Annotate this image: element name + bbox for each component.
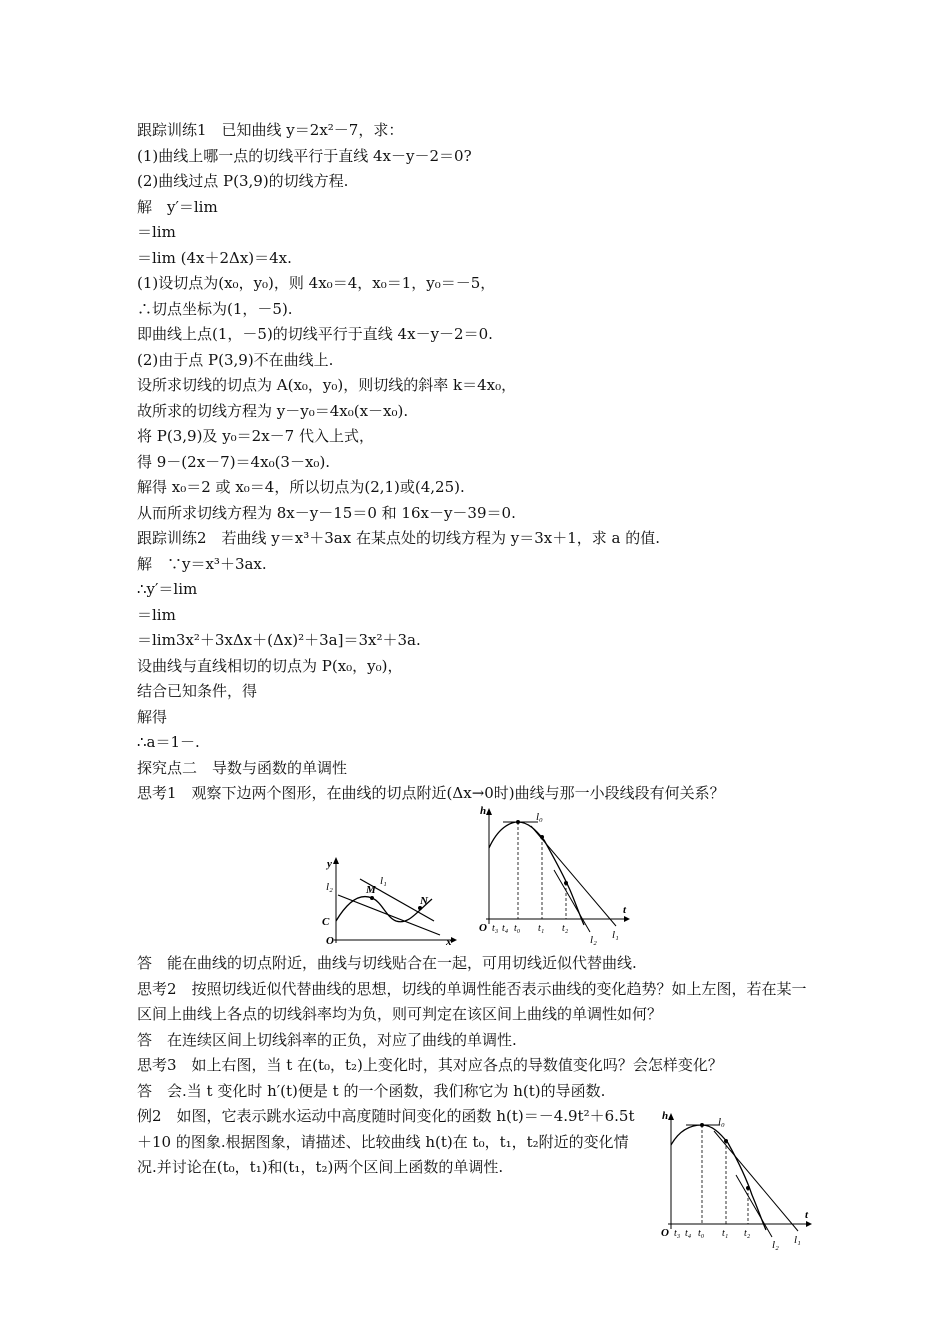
text-line: 跟踪训练1 已知曲线 y＝2x²－7，求：	[137, 121, 404, 139]
point-label-m: M	[366, 884, 376, 896]
text-line: ＝lim3x²＋3xΔx＋(Δx)²＋3a]＝3x²＋3a.	[137, 631, 421, 649]
text-line: 从而所求切线方程为 8x－y－15＝0 和 16x－y－39＝0.	[137, 503, 516, 522]
text-line: ∴a＝1－.	[137, 733, 200, 751]
tick-label-t0: t₀	[698, 1228, 705, 1239]
tick-label-t4: t₄	[502, 923, 509, 934]
text-line: 将 P(3,9)及 y₀＝2x－7 代入上式，	[137, 427, 374, 445]
tick-label-t3: t₃	[492, 923, 499, 934]
text-line: 思考1 观察下边两个图形，在曲线的切点附近(Δx→0时)曲线与那一小段线段有何关系？	[137, 784, 725, 802]
tangent-label-l0: l₀	[718, 1116, 725, 1128]
text-line: ＝lim	[137, 605, 176, 624]
line-label-l1: l₁	[380, 875, 387, 887]
text-line: 得 9－(2x－7)＝4x₀(3－x₀).	[137, 452, 331, 471]
text-line: 答 能在曲线的切点附近，曲线与切线贴合在一起，可用切线近似代替曲线.	[137, 954, 637, 972]
text-line: 解 ∵y＝x³＋3ax.	[137, 554, 267, 573]
text-line: 跟踪训练2 若曲线 y＝x³＋3ax 在某点处的切线方程为 y＝3x＋1，求 a 的值.	[137, 529, 661, 547]
tick-label-t1: t₁	[538, 923, 545, 934]
text-line: (1)设切点为(x₀，y₀)，则 4x₀＝4，x₀＝1，y₀＝－5，	[137, 274, 496, 292]
axis-x-label: t	[805, 1209, 809, 1221]
tangent-label-l2: l₂	[772, 1239, 779, 1250]
tick-label-t0: t₀	[514, 923, 521, 934]
tangent-label-l1: l₁	[612, 929, 619, 941]
tick-label-t1: t₁	[722, 1228, 729, 1239]
height-time-figure	[476, 800, 636, 945]
text-line: 思考3 如上右图，当 t 在(t₀，t₂)上变化时，其对应各点的导数值变化吗？会怎样变化？	[137, 1056, 723, 1074]
text-line: ＝lim	[137, 223, 176, 241]
text-line: 解 y′＝lim	[137, 197, 218, 216]
text-line: 即曲线上点(1，－5)的切线平行于直线 4x－y－2＝0.	[137, 325, 493, 343]
text-line: 解得 x₀＝2 或 x₀＝4，所以切点为(2,1)或(4,25).	[137, 478, 465, 496]
text-line: (2)曲线过点 P(3,9)的切线方程.	[137, 172, 349, 190]
tick-label-t2: t₂	[562, 923, 569, 934]
text-line: 答 在连续区间上切线斜率的正负，对应了曲线的单调性.	[137, 1030, 517, 1049]
example2-height-time-figure	[658, 1105, 818, 1250]
tangent-label-l1: l₁	[794, 1234, 801, 1246]
tangent-label-l0: l₀	[536, 811, 543, 823]
point-label-n: N	[420, 895, 428, 907]
tick-label-t3: t₃	[674, 1228, 681, 1239]
text-line: 结合已知条件，得	[137, 682, 258, 700]
text-line: 故所求的切线方程为 y－y₀＝4x₀(x－x₀).	[137, 401, 409, 420]
text-line: 设曲线与直线相切的切点为 P(x₀，y₀)，	[137, 656, 403, 675]
section-heading: 探究点二 导数与函数的单调性	[137, 758, 348, 777]
text-line: ∴y′＝lim	[137, 580, 198, 598]
document-body	[137, 118, 817, 807]
text-line: (2)由于点 P(3,9)不在曲线上.	[137, 350, 334, 369]
text-line: (1)曲线上哪一点的切线平行于直线 4x－y－2＝0?	[137, 146, 472, 165]
text-line: 设所求切线的切点为 A(x₀，y₀)，则切线的斜率 k＝4x₀，	[137, 376, 517, 394]
text-line: 解得	[137, 707, 168, 726]
axis-y-label: h	[662, 1110, 669, 1122]
origin-label: O	[326, 935, 334, 947]
origin-label: O	[479, 922, 487, 934]
text-line: ＝lim (4x＋2Δx)＝4x.	[137, 248, 292, 267]
tangent-label-l2: l₂	[590, 934, 597, 945]
axis-y-label: h	[480, 805, 487, 817]
axis-y-label: y	[327, 858, 332, 870]
origin-label: O	[661, 1227, 669, 1239]
axis-x-label: x	[446, 936, 452, 947]
tick-label-t4: t₄	[685, 1228, 692, 1239]
text-line: 思考2 按照切线近似代替曲线的思想，切线的单调性能否表示曲线的变化趋势？如上左图，若在某一区间上曲线上各点的切线斜率均为负，则可判定在该区间上曲线的单调性如何？	[137, 979, 807, 1023]
tick-label-t2: t₂	[744, 1228, 751, 1239]
axis-x-label: t	[623, 904, 627, 916]
curve-label-c: C	[322, 916, 330, 928]
example-2-text: 例2 如图，它表示跳水运动中高度随时间变化的函数 h(t)＝－4.9t²＋6.5t＋10 的图象.根据图象，请描述、比较曲线 h(t)在 t₀，t₁，t₂附近的变化情况.并讨论在(t₀，t₁)和(t₁，t₂)两个区间上函数的单调性.	[137, 1107, 635, 1176]
tangent-curve-figure	[316, 855, 458, 947]
text-line: 答 会.当 t 变化时 h′(t)便是 t 的一个函数，我们称它为 h(t)的导函数.	[137, 1081, 606, 1100]
line-label-l2: l₂	[326, 881, 333, 893]
text-line: ∴切点坐标为(1，－5).	[137, 299, 293, 318]
